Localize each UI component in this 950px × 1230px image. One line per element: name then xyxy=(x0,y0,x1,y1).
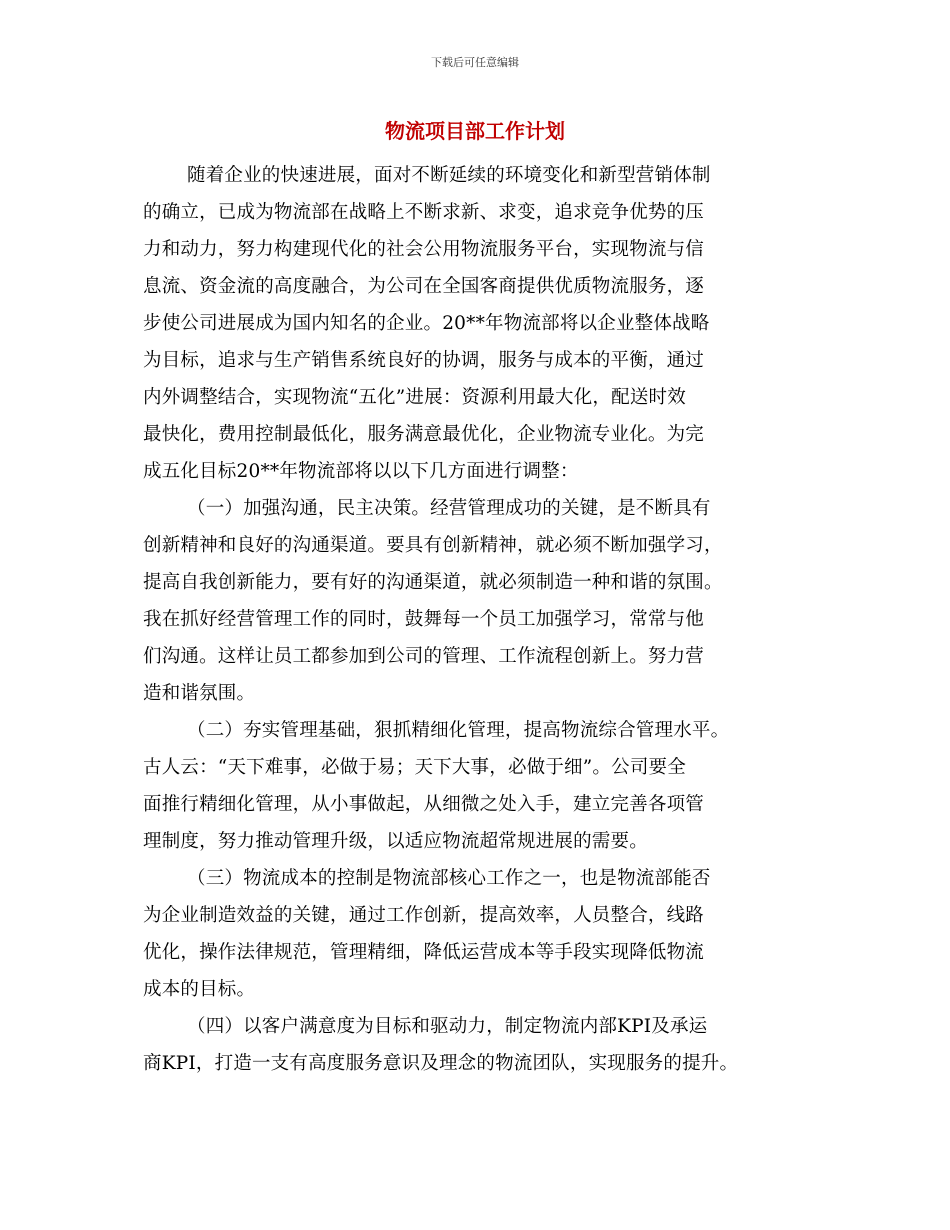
paragraph-1-line-5: 步使公司进展成为国内知名的企业。20**年物流部将以企业整体战略 xyxy=(143,313,710,334)
paragraph-4-line-4: 成本的目标。 xyxy=(143,979,256,1000)
paragraph-1-line-7: 内外调整结合，实现物流“五化”进展：资源利用最大化，配送时效 xyxy=(143,387,686,408)
paragraph-1-line-1: 随着企业的快速进展，面对不断延续的环境变化和新型营销体制 xyxy=(187,165,711,186)
paragraph-2-line-4: 我在抓好经营管理工作的同时，鼓舞每一个员工加强学习，常常与他 xyxy=(143,609,705,630)
header-note: 下载后可任意编辑 xyxy=(431,56,519,69)
paragraph-2-line-1: （一）加强沟通，民主决策。经营管理成功的关键，是不断具有 xyxy=(187,498,711,519)
paragraph-2-line-6: 造和谐氛围。 xyxy=(143,683,256,704)
paragraph-3-line-3: 面推行精细化管理，从小事做起，从细微之处入手，建立完善各项管 xyxy=(143,794,705,815)
paragraph-4-line-2: 为企业制造效益的关键，通过工作创新，提高效率，人员整合，线路 xyxy=(143,905,705,926)
paragraph-2-line-5: 们沟通。这样让员工都参加到公司的管理、工作流程创新上。努力营 xyxy=(143,646,705,667)
paragraph-5-line-1: （四）以客户满意度为目标和驱动力，制定物流内部KPI及承运 xyxy=(187,1016,708,1037)
paragraph-1-line-8: 最快化，费用控制最低化，服务满意最优化，企业物流专业化。为完 xyxy=(143,424,705,445)
paragraph-1-line-3: 力和动力，努力构建现代化的社会公用物流服务平台，实现物流与信 xyxy=(143,239,705,260)
paragraph-3-line-1: （二）夯实管理基础，狠抓精细化管理，提高物流综合管理水平。 xyxy=(187,720,730,741)
paragraph-2-line-3: 提高自我创新能力，要有好的沟通渠道，就必须制造一种和谐的氛围。 xyxy=(143,572,723,593)
paragraph-2-line-2: 创新精神和良好的沟通渠道。要具有创新精神，就必须不断加强学习， xyxy=(143,535,723,556)
paragraph-1-line-6: 为目标，追求与生产销售系统良好的协调，服务与成本的平衡，通过 xyxy=(143,350,705,371)
paragraph-5-line-2: 商KPI，打造一支有高度服务意识及理念的物流团队，实现服务的提升。 xyxy=(143,1053,739,1074)
paragraph-1-line-9: 成五化目标20**年物流部将以以下几方面进行调整： xyxy=(143,461,579,482)
paragraph-3-line-2: 古人云：“天下难事，必做于易；天下大事，必做于细”。公司要全 xyxy=(143,757,686,778)
document-title: 物流项目部工作计划 xyxy=(385,119,565,143)
paragraph-4-line-1: （三）物流成本的控制是物流部核心工作之一，也是物流部能否 xyxy=(187,868,711,889)
paragraph-4-line-3: 优化，操作法律规范，管理精细，降低运营成本等手段实现降低物流 xyxy=(143,942,705,963)
paragraph-1-line-4: 息流、资金流的高度融合，为公司在全国客商提供优质物流服务，逐 xyxy=(143,276,705,297)
paragraph-1-line-2: 的确立，已成为物流部在战略上不断求新、求变，追求竞争优势的压 xyxy=(143,202,705,223)
paragraph-3-line-4: 理制度，努力推动管理升级，以适应物流超常规进展的需要。 xyxy=(143,831,648,852)
